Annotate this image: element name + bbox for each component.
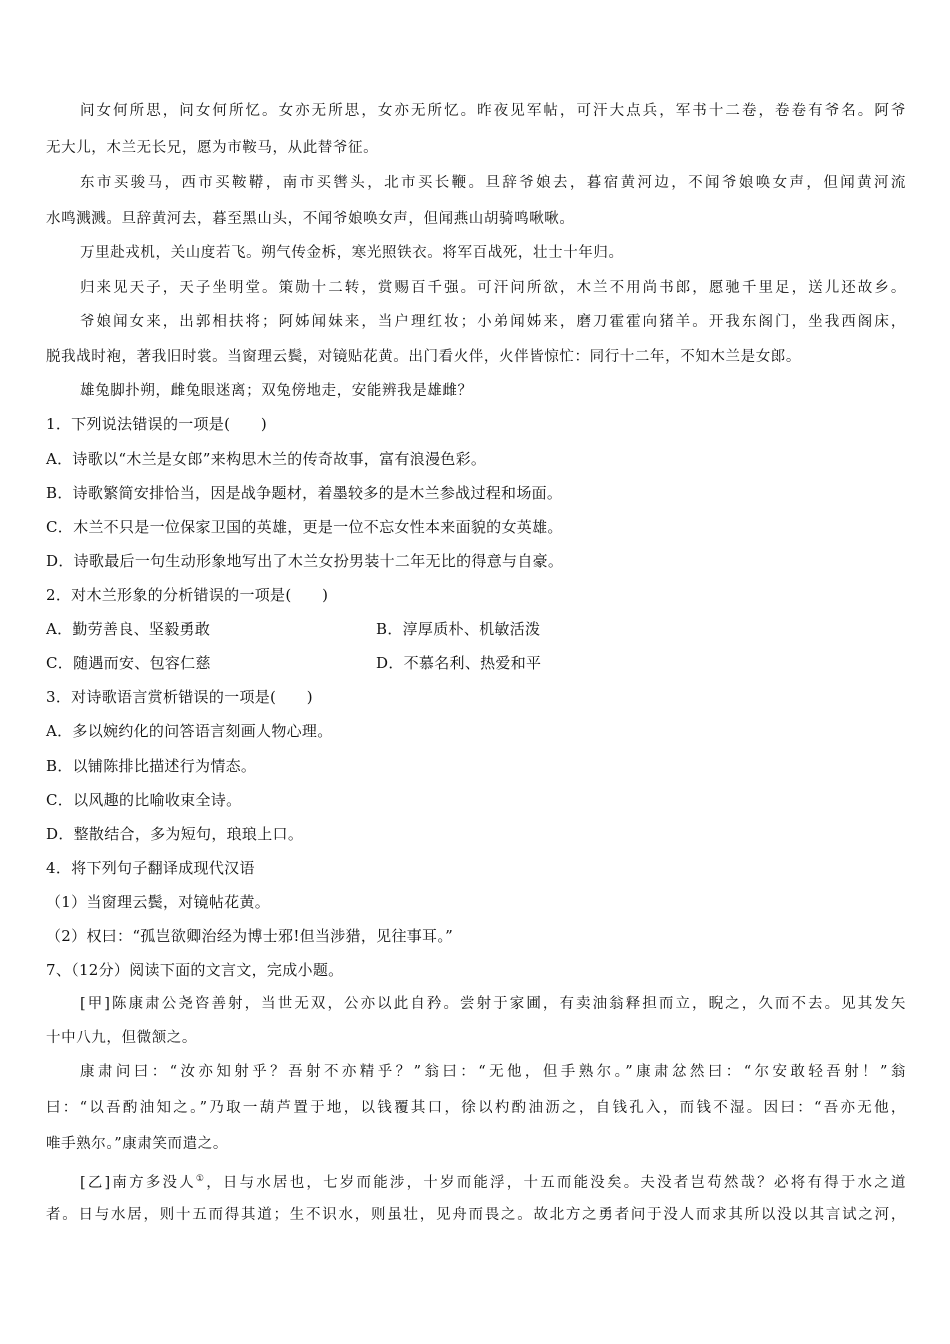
q3-option-d: D．整散结合，多为短句，琅琅上口。 xyxy=(46,825,304,843)
q4-sentence-2: （2）权曰：“孤岂欲卿治经为博士邪!但当涉猎，见往事耳。” xyxy=(46,927,454,945)
q1-option-c: C．木兰不只是一位保家卫国的英雄，更是一位不忘女性本来面貌的女英雄。 xyxy=(46,518,563,536)
passage-jia-line-1a: [甲]陈康肃公尧咨善射，当世无双，公亦以此自矜。尝射于家圃，有卖油翁释担而立，睨之，久而不去。见其发矢 xyxy=(80,996,906,1012)
q1-stem: 1．下列说法错误的一项是( ) xyxy=(46,415,268,433)
q2-option-a: A．勤劳善良、坚毅勇敢 xyxy=(46,620,211,638)
q3-option-c: C．以风趣的比喻收束全诗。 xyxy=(46,791,242,809)
poem-line-4: 归来见天子，天子坐明堂。策勋十二转，赏赐百千强。可汗问所欲，木兰不用尚书郎，愿驰千里足，送儿还故乡。 xyxy=(80,280,906,296)
poem-line-5a: 爷娘闻女来，出郭相扶将；阿姊闻妹来，当户理红妆；小弟闻姊来，磨刀霍霍向猪羊。开我东阁门，坐我西阁床， xyxy=(80,314,906,330)
passage-jia-line-2b: 曰：“以吾酌油知之。”乃取一葫芦置于地，以钱覆其口，徐以杓酌油沥之，自钱孔入，而钱不湿。因曰：“吾亦无他， xyxy=(46,1100,906,1116)
poem-line-5b: 脱我战时袍，著我旧时裳。当窗理云鬓，对镜贴花黄。出门看火伴，火伴皆惊忙：同行十二年，不知木兰是女郎。 xyxy=(46,349,801,365)
passage-yi-line-1a xyxy=(80,1169,906,1193)
passage-yi-line-1b: 者。日与水居，则十五而得其道；生不识水，则虽壮，见舟而畏之。故北方之勇者问于没人而求其所以没以其言试之河， xyxy=(46,1207,906,1223)
passage-jia-line-2c: 唯手熟尔。”康肃笑而遣之。 xyxy=(46,1136,228,1152)
q2-option-b: B．淳厚质朴、机敏活泼 xyxy=(376,620,541,638)
q4-sentence-1: （1）当窗理云鬓，对镜帖花黄。 xyxy=(46,893,271,911)
q3-stem: 3．对诗歌语言赏析错误的一项是( ) xyxy=(46,688,313,706)
q2-option-c: C．随遇而安、包容仁慈 xyxy=(46,654,211,672)
q3-option-a: A．多以婉约化的问答语言刻画人物心理。 xyxy=(46,722,333,740)
q1-option-d: D．诗歌最后一句生动形象地写出了木兰女扮男装十二年无比的得意与自豪。 xyxy=(46,552,564,570)
q2-option-d: D．不慕名利、热爱和平 xyxy=(376,654,542,672)
passage-jia-line-1b: 十中八九，但微颔之。 xyxy=(46,1030,197,1046)
footnote-marker: ① xyxy=(195,1174,207,1184)
q1-option-a: A．诗歌以“木兰是女郎”来构思木兰的传奇故事，富有浪漫色彩。 xyxy=(46,450,487,468)
poem-line-2a: 东市买骏马，西市买鞍鞯，南市买辔头，北市买长鞭。旦辞爷娘去，暮宿黄河边，不闻爷娘唤女声，但闻黄河流 xyxy=(80,175,906,191)
poem-line-1b: 无大儿，木兰无长兄，愿为市鞍马，从此替爷征。 xyxy=(46,140,379,156)
q7-stem: 7、（12分）阅读下面的文言文，完成小题。 xyxy=(46,961,344,979)
passage-yi-text-post: ，日与水居也，七岁而能涉，十岁而能浮，十五而能没矣。夫没者岂苟然哉？必将有得于水之道 xyxy=(206,1174,906,1191)
q3-option-b: B．以铺陈排比描述行为情态。 xyxy=(46,757,257,775)
passage-yi-text-pre: [乙]南方多没人 xyxy=(80,1174,196,1191)
passage-jia-line-2a: 康肃问曰：“汝亦知射乎？吾射不亦精乎？”翁曰：“无他，但手熟尔。”康肃忿然曰：“尔安敢轻吾射！”翁 xyxy=(80,1064,906,1080)
poem-line-6: 雄兔脚扑朔，雌兔眼迷离；双兔傍地走，安能辨我是雄雌？ xyxy=(80,383,473,399)
q4-stem: 4．将下列句子翻译成现代汉语 xyxy=(46,859,255,877)
poem-line-2b: 水鸣溅溅。旦辞黄河去，暮至黑山头，不闻爷娘唤女声，但闻燕山胡骑鸣啾啾。 xyxy=(46,211,575,227)
q1-option-b: B．诗歌繁简安排恰当，因是战争题材，着墨较多的是木兰参战过程和场面。 xyxy=(46,484,563,502)
q2-stem: 2．对木兰形象的分析错误的一项是( ) xyxy=(46,586,329,604)
poem-line-1a: 问女何所思，问女何所忆。女亦无所思，女亦无所忆。昨夜见军帖，可汗大点兵，军书十二卷，卷卷有爷名。阿爷 xyxy=(80,103,906,119)
poem-line-3: 万里赴戎机，关山度若飞。朔气传金柝，寒光照铁衣。将军百战死，壮士十年归。 xyxy=(80,245,624,261)
